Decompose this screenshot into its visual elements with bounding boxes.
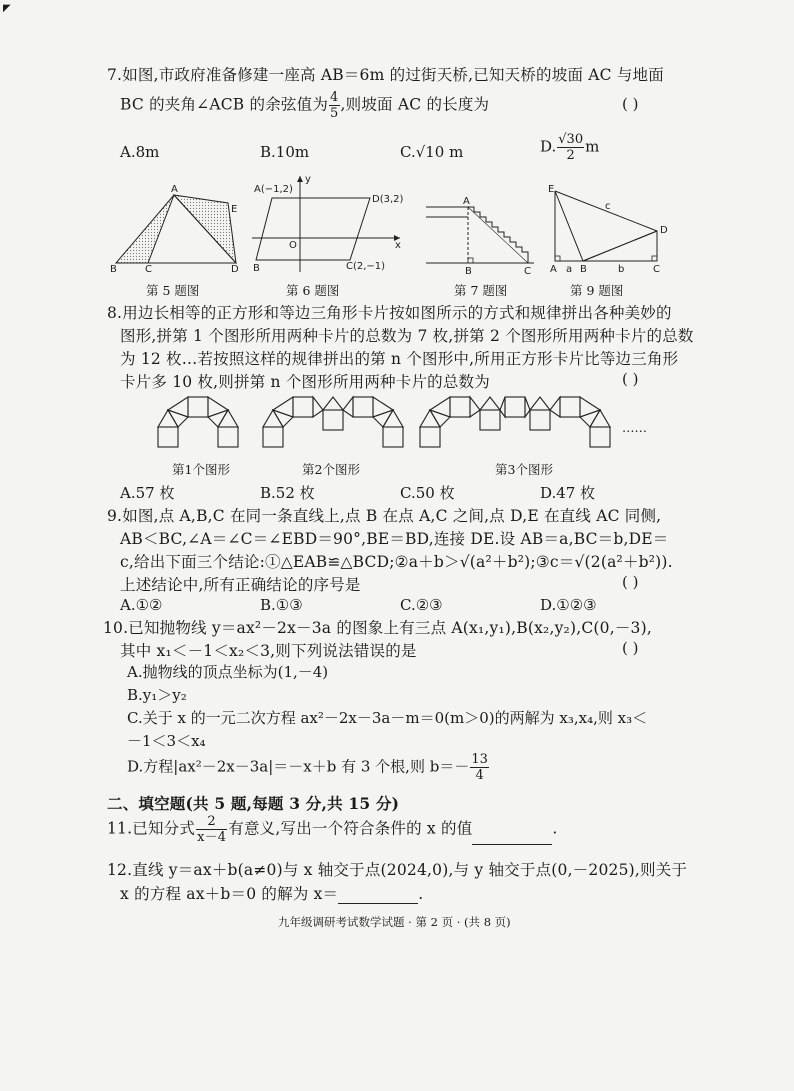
q10-line2: 其中 x₁＜－1＜x₂＜3,则下列说法错误的是 xyxy=(120,642,417,660)
q12-line1: 12.直线 y＝ax＋b(a≠0)与 x 轴交于点(2024,0),与 y 轴交于点(0,－2025),则关于 xyxy=(107,861,688,879)
q7-line2 xyxy=(120,90,489,121)
q8-option-a: A.57 枚 xyxy=(120,484,175,502)
fig6-label-b: B xyxy=(253,263,260,274)
fig6-label-d: D(3,2) xyxy=(372,194,404,205)
fig5-caption: 第 5 题图 xyxy=(146,283,200,298)
corner-mark: ◤ xyxy=(3,3,11,14)
figure-7 xyxy=(424,195,536,277)
q9-option-c: C.②③ xyxy=(400,596,443,614)
q7-frac-den: 5 xyxy=(330,106,339,121)
q8-figure-2 xyxy=(255,392,415,454)
fig5-label-a: A xyxy=(171,184,178,195)
fig9-label-b-side: b xyxy=(618,264,625,275)
fig5-label-d: D xyxy=(231,264,239,275)
q8-line3: 为 12 枚…若按照这样的规律拼出的第 n 个图形中,所用正方形卡片比等边三角形 xyxy=(120,350,679,368)
fig9-label-b: B xyxy=(580,264,587,275)
q9-line4: 上述结论中,所有正确结论的序号是 xyxy=(120,576,361,594)
fig9-label-a-side: a xyxy=(566,264,573,275)
q8-option-d: D.47 枚 xyxy=(540,484,596,502)
fig9-label-a: A xyxy=(550,264,557,275)
q8-ellipsis: …… xyxy=(622,420,647,435)
figure-6 xyxy=(250,172,410,276)
fig6-label-o: O xyxy=(289,240,297,251)
q7-line2a: BC 的夹角∠ACB 的余弦值为 xyxy=(120,95,329,114)
q10-option-d-fraction xyxy=(470,752,489,783)
q9-line1: 9.如图,点 A,B,C 在同一条直线上,点 B 在点 A,C 之间,点 D,E 在直线 AC 同侧, xyxy=(107,507,662,525)
fig5-label-c: C xyxy=(145,264,152,275)
figure-5 xyxy=(108,183,248,275)
q7-line1: 7.如图,市政府准备修建一座高 AB＝6m 的过街天桥,已知天桥的坡面 AC 与地面 xyxy=(107,66,664,84)
q9-option-b: B.①③ xyxy=(260,596,303,614)
q10-option-b: B.y₁＞y₂ xyxy=(127,686,187,704)
fig7-label-b: B xyxy=(465,266,472,277)
q11-end: . xyxy=(552,819,558,838)
q8-figure-1 xyxy=(150,392,250,454)
fig7-label-a: A xyxy=(463,196,470,207)
q9-answer-paren: ( ) xyxy=(622,573,639,591)
q8-line1: 8.用边长相等的正方形和等边三角形卡片按如图所示的方式和规律拼出各种美妙的 xyxy=(107,304,672,322)
q8-line4: 卡片多 10 枚,则拼第 n 个图形所用两种卡片的总数为 xyxy=(120,373,490,391)
q11-frac-den: x－4 xyxy=(197,830,227,845)
q10-answer-paren: ( ) xyxy=(622,639,639,657)
q7-frac-num: 4 xyxy=(330,90,339,105)
q10-option-c-line2: －1＜3＜x₄ xyxy=(127,732,206,750)
fig6-caption: 第 6 题图 xyxy=(286,283,340,298)
fig6-label-x: x xyxy=(395,240,401,251)
page-footer: 九年级调研考试数学试题 · 第 2 页 · (共 8 页) xyxy=(278,915,511,929)
q7-option-d-unit: m xyxy=(585,137,600,156)
fig6-label-y: y xyxy=(305,174,311,185)
fig9-label-e: E xyxy=(548,184,555,195)
q9-option-a: A.①② xyxy=(120,596,163,614)
q8-figure-3 xyxy=(415,392,615,454)
q8-answer-paren: ( ) xyxy=(622,370,639,388)
q8-option-b: B.52 枚 xyxy=(260,484,315,502)
q8-option-c: C.50 枚 xyxy=(400,484,455,502)
q11 xyxy=(107,814,558,845)
fig9-label-d: D xyxy=(660,225,668,236)
q10-line1: 10.已知抛物线 y＝ax²－2x－3a 的图象上有三点 A(x₁,y₁),B(x₂,y₂),C(0,－3), xyxy=(103,619,652,637)
fig9-label-c: C xyxy=(653,264,660,275)
q8-caption-2: 第2个图形 xyxy=(302,462,360,477)
fig9-label-c-side: c xyxy=(605,201,611,212)
q10-option-d-den: 4 xyxy=(475,768,484,783)
fig6-label-a: A(−1,2) xyxy=(254,184,293,195)
q12-end: . xyxy=(418,885,424,903)
q7-answer-paren: ( ) xyxy=(622,95,639,113)
figure-9 xyxy=(545,183,680,275)
q7-option-b: B.10m xyxy=(260,143,310,161)
q8-caption-1: 第1个图形 xyxy=(172,462,230,477)
q10-option-d xyxy=(127,752,490,783)
q8-caption-3: 第3个图形 xyxy=(495,462,553,477)
q7-option-d-den: 2 xyxy=(566,148,575,163)
q8-line2: 图形,拼第 1 个图形所用两种卡片的总数为 7 枚,拼第 2 个图形所用两种卡片的总数 xyxy=(120,327,694,345)
q11-answer-blank[interactable] xyxy=(472,830,552,845)
q7-line2b: ,则坡面 AC 的长度为 xyxy=(340,95,490,114)
fig7-label-c: C xyxy=(524,266,531,277)
q9-line2: AB＜BC,∠A＝∠C＝∠EBD＝90°,BE＝BD,连接 DE.设 AB＝a,BC＝b,DE＝ xyxy=(120,530,669,548)
q10-option-c-line1: C.关于 x 的一元二次方程 ax²－2x－3a－m＝0(m＞0)的两解为 x₃,x₄,则 x₃＜ xyxy=(127,709,648,727)
fig5-label-b: B xyxy=(110,264,117,275)
q11-prefix: 11.已知分式 xyxy=(107,819,196,838)
fig6-label-c: C(2,−1) xyxy=(346,261,386,272)
q11-fraction xyxy=(196,814,227,845)
section-2-title: 二、填空题(共 5 题,每题 3 分,共 15 分) xyxy=(107,794,400,813)
q12-text: x 的方程 ax＋b＝0 的解为 x＝ xyxy=(120,885,339,903)
q9-line3: c,给出下面三个结论:①△EAB≌△BCD;②a＋b＞√(a²＋b²);③c＝√(2(a²＋b²)). xyxy=(120,553,673,571)
q10-option-d-text: D.方程|ax²－2x－3a|＝－x＋b 有 3 个根,则 b＝－ xyxy=(127,757,470,776)
fig5-label-e: E xyxy=(231,204,238,215)
fig7-caption: 第 7 题图 xyxy=(454,283,508,298)
q11-text: 有意义,写出一个符合条件的 x 的值 xyxy=(228,819,473,838)
q12-line2 xyxy=(120,882,423,904)
q7-option-d-num: √30 xyxy=(558,132,584,147)
q7-option-d-fraction xyxy=(557,132,584,163)
q12-answer-blank[interactable] xyxy=(338,889,418,904)
q10-option-a: A.抛物线的顶点坐标为(1,－4) xyxy=(127,663,329,681)
q10-option-d-num: 13 xyxy=(471,752,488,767)
q7-option-a: A.8m xyxy=(120,143,160,161)
q7-option-c: C.√10 m xyxy=(400,143,464,161)
q7-option-d-prefix: D. xyxy=(540,137,557,156)
q11-frac-num: 2 xyxy=(196,814,227,830)
q7-option-d xyxy=(540,132,599,163)
q7-fraction xyxy=(329,90,339,121)
fig9-caption: 第 9 题图 xyxy=(570,283,624,298)
q9-option-d: D.①②③ xyxy=(540,596,597,614)
